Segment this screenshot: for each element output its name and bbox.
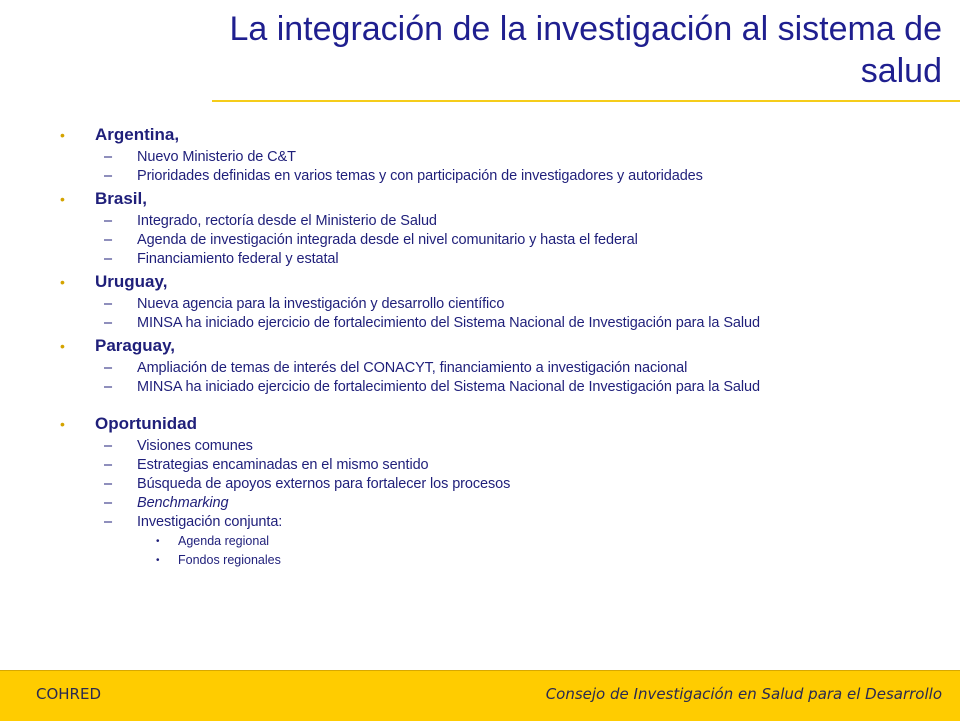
dash-icon: – — [104, 149, 112, 165]
list-item: – Estrategias encaminadas en el mismo sentido — [104, 457, 429, 473]
dash-icon: – — [104, 438, 112, 454]
bullet-icon: • — [156, 555, 160, 566]
bullet-icon: • — [156, 536, 160, 547]
footer-org-name: Consejo de Investigación en Salud para el Desarrollo — [545, 685, 942, 703]
bullet-icon: • — [60, 416, 65, 432]
list-item: – Visiones comunes — [104, 438, 253, 454]
bullet-icon: • — [60, 338, 65, 354]
section-heading-uruguay: • Uruguay, — [60, 272, 168, 291]
dash-icon: – — [104, 168, 112, 184]
spacer — [0, 395, 960, 409]
list-item: – MINSA ha iniciado ejercicio de fortalecimiento del Sistema Nacional de Investigación para la Salud — [104, 379, 760, 395]
section-heading-oportunidad: • Oportunidad — [60, 414, 197, 433]
bullet-icon: • — [60, 274, 65, 290]
list-item: – Búsqueda de apoyos externos para fortalecer los procesos — [104, 476, 511, 492]
dash-icon: – — [104, 213, 112, 229]
slide-title: La integración de la investigación al sistema de salud — [229, 10, 942, 90]
dash-icon: – — [104, 251, 112, 267]
list-item: – Investigación conjunta: — [104, 514, 283, 530]
dash-icon: – — [104, 315, 112, 331]
slide-body — [0, 120, 960, 568]
list-item: – Financiamiento federal y estatal — [104, 251, 339, 267]
sub-list-item: • Agenda regional — [156, 534, 270, 548]
list-item: – Integrado, rectoría desde el Ministerio de Salud — [104, 213, 437, 229]
section-heading-paraguay: • Paraguay, — [60, 336, 176, 355]
bullet-icon: • — [60, 191, 65, 207]
list-item: – Nuevo Ministerio de C&T — [104, 149, 296, 165]
section-heading-brasil: • Brasil, — [60, 189, 147, 208]
title-underline — [212, 100, 960, 102]
list-item: – Benchmarking — [104, 495, 229, 511]
list-item: – Nueva agencia para la investigación y desarrollo científico — [104, 296, 505, 312]
footer-org-acronym: COHRED — [36, 685, 102, 703]
dash-icon: – — [104, 457, 112, 473]
list-item: – MINSA ha iniciado ejercicio de fortalecimiento del Sistema Nacional de Investigación para la Salud — [104, 315, 760, 331]
dash-icon: – — [104, 495, 112, 511]
dash-icon: – — [104, 360, 112, 376]
dash-icon: – — [104, 514, 112, 530]
dash-icon: – — [104, 232, 112, 248]
dash-icon: – — [104, 379, 112, 395]
sub-list-item: • Fondos regionales — [156, 553, 281, 567]
bullet-icon: • — [60, 127, 65, 143]
dash-icon: – — [104, 296, 112, 312]
footer-bar — [0, 670, 960, 721]
dash-icon: – — [104, 476, 112, 492]
list-item: – Prioridades definidas en varios temas y con participación de investigadores y autoridades — [104, 168, 703, 184]
list-item: – Ampliación de temas de interés del CONACYT, financiamiento a investigación nacional — [104, 360, 688, 376]
list-item: – Agenda de investigación integrada desde el nivel comunitario y hasta el federal — [104, 232, 638, 248]
section-heading-argentina: • Argentina, — [60, 125, 180, 144]
